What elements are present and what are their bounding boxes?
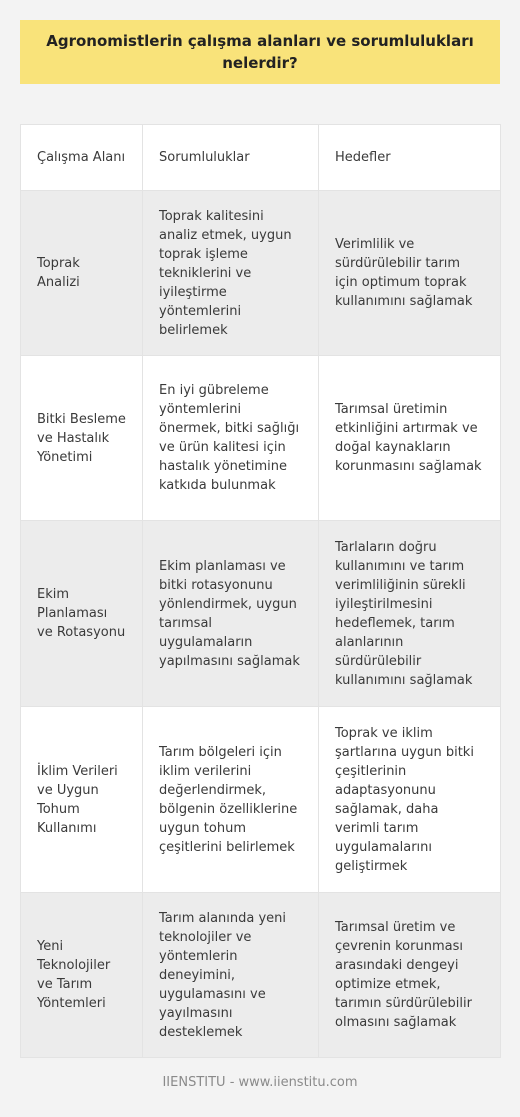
cell-area: Ekim Planlaması ve Rotasyonu: [21, 521, 143, 707]
table-row: [21, 893, 501, 1058]
cell-goals: Tarlaların doğru kullanımını ve tarım verimliliğinin sürekli iyileştirilmesini hedeflemek, tarım alanlarının sürdürülebilir kullanımını sağlamak: [319, 521, 501, 707]
cell-responsibilities: Toprak kalitesini analiz etmek, uygun toprak işleme tekniklerini ve iyileştirme yöntemlerini belirlemek: [143, 191, 319, 356]
table-row: [21, 191, 501, 356]
table-header-row: [21, 125, 501, 191]
header-goals: Hedefler: [319, 125, 501, 191]
cell-area: Bitki Besleme ve Hastalık Yönetimi: [21, 356, 143, 521]
table-row: [21, 521, 501, 707]
cell-responsibilities: Tarım alanında yeni teknolojiler ve yöntemlerin deneyimini, uygulamasını ve yayılmasını desteklemek: [143, 893, 319, 1058]
responsibilities-table: [20, 124, 501, 1058]
cell-area: Toprak Analizi: [21, 191, 143, 356]
header-responsibilities: Sorumluluklar: [143, 125, 319, 191]
cell-responsibilities: Ekim planlaması ve bitki rotasyonunu yönlendirmek, uygun tarımsal uygulamaların yapılmasını sağlamak: [143, 521, 319, 707]
cell-goals: Tarımsal üretimin etkinliğini artırmak ve doğal kaynakların korunmasını sağlamak: [319, 356, 501, 521]
cell-responsibilities: En iyi gübreleme yöntemlerini önermek, bitki sağlığı ve ürün kalitesi için hastalık yönetimine katkıda bulunmak: [143, 356, 319, 521]
cell-goals: Toprak ve iklim şartlarına uygun bitki çeşitlerinin adaptasyonunu sağlamak, daha verimli tarım uygulamalarını geliştirmek: [319, 707, 501, 893]
cell-goals: Tarımsal üretim ve çevrenin korunması arasındaki dengeyi optimize etmek, tarımın sürdürülebilir olmasını sağlamak: [319, 893, 501, 1058]
footer-credit: IIENSTITU - www.iienstitu.com: [162, 1075, 358, 1090]
cell-goals: Verimlilik ve sürdürülebilir tarım için optimum toprak kullanımını sağlamak: [319, 191, 501, 356]
title-banner: [20, 20, 500, 84]
cell-area: Yeni Teknolojiler ve Tarım Yöntemleri: [21, 893, 143, 1058]
header-area: Çalışma Alanı: [21, 125, 143, 191]
table-row: [21, 356, 501, 521]
cell-area: İklim Verileri ve Uygun Tohum Kullanımı: [21, 707, 143, 893]
table-row: [21, 707, 501, 893]
page-title: Agronomistlerin çalışma alanları ve sorumlulukları nelerdir?: [46, 32, 474, 72]
cell-responsibilities: Tarım bölgeleri için iklim verilerini değerlendirmek, bölgenin özelliklerine uygun tohum çeşitlerini belirlemek: [143, 707, 319, 893]
